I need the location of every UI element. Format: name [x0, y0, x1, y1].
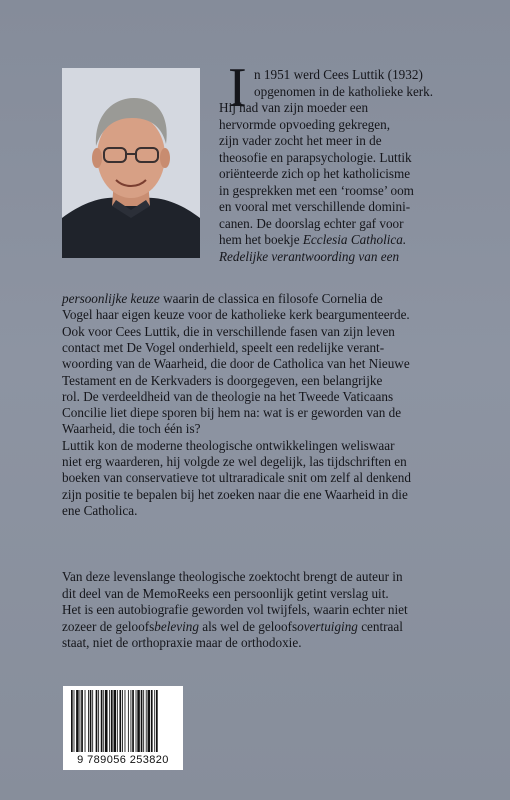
barcode-bar	[131, 690, 132, 752]
plain-text: zozeer de geloofs	[62, 618, 155, 634]
plain-text: n 1951 werd Cees Luttik (1932)	[254, 67, 423, 82]
barcode-bar	[103, 690, 104, 752]
italic-text: Redelijke verantwoording van een	[219, 248, 400, 264]
plain-text: Waarheid, die toch één is?	[62, 421, 201, 437]
text-line	[62, 340, 384, 356]
plain-text: Concilie liet diepe sporen bij hem na: wat is er geworden van de	[62, 405, 402, 421]
text-line	[62, 602, 408, 618]
text-line	[254, 84, 433, 100]
text-line	[62, 569, 403, 585]
italic-text: overtuiging	[297, 618, 358, 634]
plain-text: zijn vader zocht het meer in de	[219, 133, 382, 148]
barcode-bar	[105, 690, 108, 752]
plain-text: rol. De verdeeldheid van de theologie na het Tweede Vaticaans	[62, 388, 394, 404]
isbn-number: 9 789056 253820	[77, 754, 169, 766]
plain-text: Van deze levenslange theologische zoektocht brengt de auteur in	[62, 569, 403, 584]
text-line	[219, 117, 390, 133]
text-line	[62, 454, 407, 470]
drop-cap: I	[228, 57, 247, 119]
text-line	[62, 307, 410, 323]
text-line	[62, 291, 383, 307]
barcode-bar	[96, 690, 98, 752]
isbn-barcode	[63, 686, 183, 770]
text-line	[62, 324, 395, 340]
text-line	[219, 232, 406, 248]
barcode-bar	[143, 690, 144, 752]
barcode-bar	[132, 690, 134, 752]
plain-text: dit deel van de MemoReeks een persoonlijk getint verslag uit.	[62, 585, 389, 601]
barcode-bar	[148, 690, 151, 752]
plain-text: opgenomen in de katholieke kerk.	[254, 83, 434, 99]
text-line	[62, 586, 389, 602]
barcode-bar	[88, 690, 89, 752]
text-line	[62, 373, 382, 389]
text-line	[62, 421, 200, 437]
text-line	[62, 619, 403, 635]
text-line	[62, 503, 137, 519]
barcode-bar	[122, 690, 123, 752]
barcode-bar	[156, 690, 158, 752]
barcode-bar	[114, 690, 117, 752]
plain-text: staat, niet de orthopraxie maar de orthodoxie.	[62, 635, 302, 650]
plain-text: hem het boekje	[219, 232, 303, 247]
plain-text: niet erg waarderen, hij volgde ze wel degelijk, las tijdschriften en	[62, 454, 407, 469]
text-line	[62, 470, 411, 486]
barcode-bar	[80, 690, 81, 752]
italic-text: Ecclesia Catholica.	[302, 232, 407, 247]
plain-text: ene Catholica.	[62, 502, 138, 518]
plain-text: woording van de Waarheid, die door de Catholica van het Nieuwe	[62, 356, 410, 372]
text-line	[219, 183, 414, 199]
plain-text: hervormde opvoeding gekregen,	[219, 116, 391, 132]
plain-text: boeken van conservatieve tot ultraradicale snit om zelf al denkend	[62, 470, 411, 486]
text-line	[219, 199, 410, 215]
plain-text: Vogel haar eigen keuze voor de katholieke kerk beargumenteerde.	[62, 307, 410, 323]
barcode-bar	[76, 690, 79, 752]
plain-text: waarin de classica en filosofe Cornelia de	[159, 291, 383, 306]
text-line	[219, 100, 368, 116]
barcode-bar	[119, 690, 121, 752]
plain-text: als wel de geloofs	[198, 618, 298, 634]
barcode-bar	[136, 690, 137, 752]
barcode-bar	[74, 690, 75, 752]
text-line	[219, 166, 410, 182]
plain-text: Luttik kon de moderne theologische ontwikkelingen weliswaar	[62, 437, 395, 453]
plain-text: oriënteerde zich op het katholicisme	[219, 166, 411, 181]
plain-text: Het is een autobiografie geworden vol twijfels, waarin echter niet	[62, 602, 408, 617]
text-line	[219, 133, 382, 149]
barcode-bar	[151, 690, 153, 752]
text-line	[62, 438, 395, 454]
text-line	[254, 67, 423, 83]
barcode-bar	[98, 690, 99, 752]
barcode-bar	[92, 690, 93, 752]
plain-text: centraal	[357, 618, 403, 634]
text-line	[62, 487, 408, 503]
author-photo	[62, 68, 200, 258]
text-line	[62, 635, 302, 651]
barcode-bar	[125, 690, 126, 752]
plain-text: in gesprekken met een ‘roomse’ oom	[219, 182, 414, 198]
plain-text: canen. De doorslag echter gaf voor	[219, 215, 404, 231]
plain-text: en vooral met verschillende domini-	[219, 199, 411, 214]
barcode-bar	[111, 690, 113, 752]
barcode-bar	[146, 690, 147, 752]
barcode-bar	[81, 690, 83, 752]
plain-text: zijn positie te bepalen bij het zoeken naar die ene Waarheid in die	[62, 486, 408, 502]
barcode-bar	[71, 690, 73, 752]
plain-text: Hij had van zijn moeder een	[219, 100, 369, 115]
barcode-bar	[137, 690, 140, 752]
text-line	[219, 216, 404, 232]
text-line	[62, 405, 401, 421]
plain-text: theosofie en parapsychologie. Luttik	[219, 149, 412, 165]
italic-text: persoonlijke keuze	[62, 291, 160, 306]
italic-text: beleving	[154, 618, 199, 634]
barcode-bar	[109, 690, 110, 752]
barcode-bar	[101, 690, 103, 752]
text-line	[219, 249, 399, 265]
plain-text: Testament en de Kerkvaders is doorgegeven, een belangrijke	[62, 372, 383, 388]
text-line	[62, 389, 393, 405]
barcode-bar	[85, 690, 86, 752]
barcode-bar	[117, 690, 118, 752]
plain-text: contact met De Vogel onderhield, speelt een redelijke verant-	[62, 339, 385, 355]
barcode-bar	[141, 690, 143, 752]
text-line	[62, 356, 410, 372]
plain-text: Ook voor Cees Luttik, die in verschillende fasen van zijn leven	[62, 323, 395, 339]
barcode-bar	[90, 690, 92, 752]
barcode-bar	[128, 690, 129, 752]
barcode-bar	[154, 690, 155, 752]
text-line	[219, 150, 412, 166]
